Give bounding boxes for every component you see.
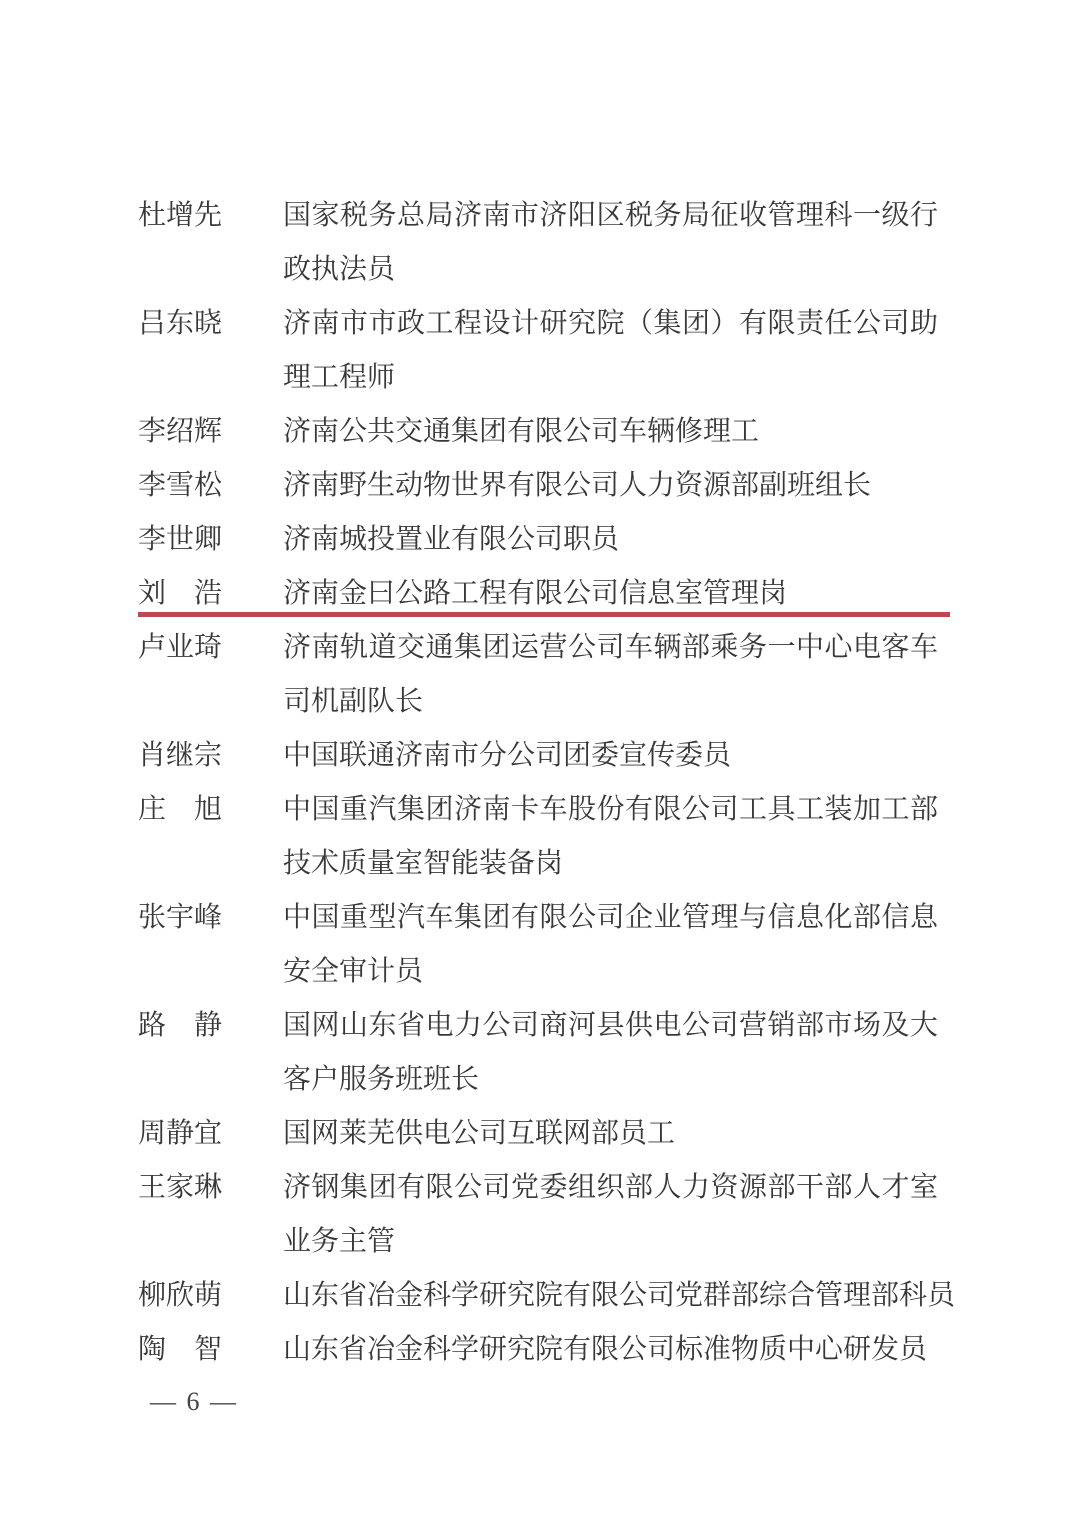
list-item [138, 405, 938, 459]
person-title [283, 1161, 938, 1269]
list-item [138, 729, 938, 783]
person-name: 卢业琦 [138, 632, 223, 663]
list-item [138, 1323, 938, 1377]
person-name: 柳欣萌 [138, 1280, 223, 1311]
person-name: 杜增先 [138, 200, 223, 231]
list-item [138, 621, 938, 729]
title-line: 济南轨道交通集团运营公司车辆部乘务一中心电客车 [283, 632, 938, 663]
title-line: 中国重型汽车集团有限公司企业管理与信息化部信息 [283, 902, 938, 933]
awards-list [138, 189, 956, 1377]
person-title [283, 783, 938, 891]
title-line: 技术质量室智能装备岗 [283, 848, 564, 879]
title-line: 济南城投置业有限公司职员 [283, 524, 620, 555]
person-title [283, 1323, 938, 1377]
person-name: 李绍辉 [138, 416, 223, 447]
person-title [283, 513, 938, 567]
title-line: 中国重汽集团济南卡车股份有限公司工具工装加工部 [283, 794, 938, 825]
person-title [283, 999, 938, 1107]
title-line: 山东省冶金科学研究院有限公司标准物质中心研发员 [283, 1334, 928, 1365]
list-item [138, 459, 938, 513]
title-line: 济南市市政工程设计研究院（集团）有限责任公司助 [283, 308, 938, 339]
person-name: 李雪松 [138, 470, 223, 501]
person-name: 刘 浩 [138, 578, 223, 609]
person-title [283, 567, 938, 621]
list-item [138, 891, 938, 999]
title-line: 济南公共交通集团有限公司车辆修理工 [283, 416, 760, 447]
title-line: 济钢集团有限公司党委组织部人力资源部干部人才室 [283, 1172, 938, 1203]
title-line: 业务主管 [283, 1226, 396, 1257]
person-name: 肖继宗 [138, 740, 223, 771]
person-name: 王家琳 [138, 1172, 223, 1203]
list-item [138, 567, 938, 621]
person-title [283, 1107, 938, 1161]
person-name: 路 静 [138, 1010, 223, 1041]
title-line: 理工程师 [283, 362, 396, 393]
person-title [283, 459, 938, 513]
title-line: 国网山东省电力公司商河县供电公司营销部市场及大 [283, 1010, 938, 1041]
title-line: 济南野生动物世界有限公司人力资源部副班组长 [283, 470, 872, 501]
title-line: 政执法员 [283, 254, 396, 285]
list-item [138, 999, 938, 1107]
title-line: 国网莱芜供电公司互联网部员工 [283, 1118, 676, 1149]
list-item [138, 189, 938, 297]
person-title [283, 1269, 956, 1323]
title-line: 客户服务班班长 [283, 1064, 480, 1095]
title-line: 济南金曰公路工程有限公司信息室管理岗 [283, 578, 788, 609]
title-line: 中国联通济南市分公司团委宣传委员 [283, 740, 732, 771]
person-name: 吕东晓 [138, 308, 223, 339]
list-item [138, 297, 938, 405]
list-item [138, 1161, 938, 1269]
person-title [283, 405, 938, 459]
page-number: — 6 — [150, 1387, 238, 1416]
person-title [283, 297, 938, 405]
person-name: 周静宜 [138, 1118, 223, 1149]
list-item [138, 1107, 938, 1161]
person-title [283, 621, 938, 729]
title-line: 山东省冶金科学研究院有限公司党群部综合管理部科员 [283, 1280, 956, 1311]
list-item [138, 513, 938, 567]
person-title [283, 891, 938, 999]
person-name: 陶 智 [138, 1334, 223, 1365]
person-title [283, 189, 938, 297]
person-title [283, 729, 938, 783]
title-line: 安全审计员 [283, 956, 424, 987]
title-line: 司机副队长 [283, 686, 424, 717]
list-item [138, 1269, 956, 1323]
list-item [138, 783, 938, 891]
person-name: 庄 旭 [138, 794, 223, 825]
person-name: 张宇峰 [138, 902, 223, 933]
title-line: 国家税务总局济南市济阳区税务局征收管理科一级行 [283, 200, 938, 231]
person-name: 李世卿 [138, 524, 223, 555]
